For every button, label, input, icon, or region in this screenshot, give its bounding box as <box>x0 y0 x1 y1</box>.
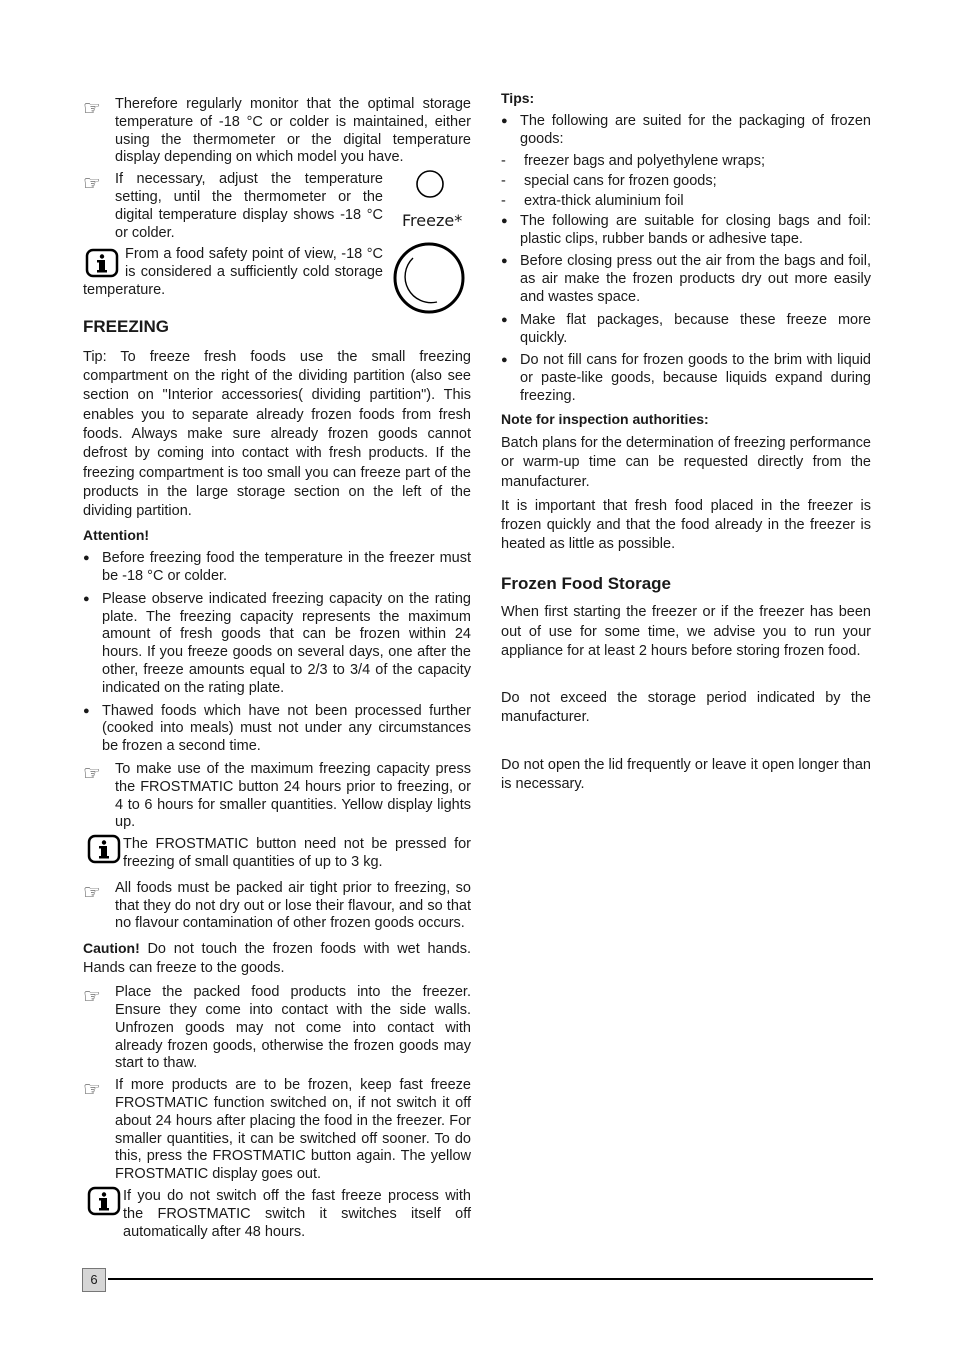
note-monitor <box>83 96 471 167</box>
storage-paragraph: When first starting the freezer or if the freezer has been out of use for some time, we advise you to run your appliance for at least 2 hours before storing frozen food. <box>501 604 871 660</box>
note-frostmatic: ☞ To make use of the maximum freezing capacity press the FROSTMATIC button 24 hours prior to freezing, or 4 to 6 hours for smaller quantities. Yellow display lights up. <box>83 761 471 831</box>
pointing-hand-icon: ☞ <box>83 984 101 1009</box>
pointing-hand-icon: ☞ <box>83 96 101 120</box>
list-item: - extra-thick aluminium foil <box>501 192 684 209</box>
storage-paragraph: Do not exceed the storage period indicated by the manufacturer. <box>501 689 871 726</box>
left-column <box>83 96 471 1241</box>
info-safety <box>83 246 383 299</box>
storage-paragraph: Do not open the lid frequently or leave it open longer than is necessary. <box>501 756 871 793</box>
info-frostmatic: The FROSTMATIC button need not be pressed for freezing of small quantities of up to 3 kg. <box>83 836 471 872</box>
info-icon <box>83 1186 123 1216</box>
bullet-icon: ● <box>501 313 508 326</box>
info-icon <box>83 834 123 864</box>
list-item: ● Please observe indicated freezing capacity on the rating plate. The freezing capacity represents the maximum amount of fresh goods that can be frozen within 24 hours. If you freeze goods on several days, one after the other, freeze amounts equal to 2/3 to 3/4 of the capacity indicated on the rating plate. <box>83 590 471 696</box>
bullet-icon: ● <box>501 114 508 127</box>
attention-label: Attention! <box>83 527 150 544</box>
pointing-hand-icon: ☞ <box>83 1077 101 1102</box>
freeze-indicator-icon <box>417 171 443 197</box>
note-text: If necessary, adjust the temperature setting, until the thermometer or the digital temperature display shows -18 °C or colder. <box>115 171 383 241</box>
bullet-icon: ● <box>501 354 508 367</box>
right-column <box>501 90 871 795</box>
freeze-label: Freeze* <box>402 211 463 231</box>
pointing-hand-icon: ☞ <box>83 879 101 904</box>
bullet-icon: ● <box>83 592 90 605</box>
note-placing: ☞ Place the packed food products into the freezer. Ensure they come into contact with the side walls. Unfrozen goods may not come into contact with already frozen goods, otherwise the frozen goods may start to thaw. <box>83 984 471 1072</box>
bullet-icon: ● <box>83 704 90 717</box>
note-fast-freeze: ☞ If more products are to be frozen, keep fast freeze FROSTMATIC function switched on, if not switch it off about 24 hours after placing the food in the freezer. For smaller quantities, it can be switched off sooner. To do this, press the FROSTMATIC button again. The yellow FROSTMATIC display goes out. <box>83 1077 471 1183</box>
info-text: From a food safety point of view, -18 °C is considered a sufficiently cold storage temperature. <box>83 246 383 298</box>
note-adjust <box>83 171 383 242</box>
page-number: 6 <box>82 1268 106 1292</box>
important-text: It is important that fresh food placed in the freezer is frozen quickly and that the food already in the freezer is heated as little as possible. <box>501 498 871 553</box>
list-item: - special cans for frozen goods; <box>501 173 717 190</box>
list-item: ● The following are suited for the packaging of frozen goods: <box>501 112 871 147</box>
note-text: Therefore regularly monitor that the optimal storage temperature of -18 °C or colder is maintained, either using the thermometer or the digital temperature display depending on which model you have. <box>115 96 471 166</box>
list-item: ● Before closing press out the air from the bags and foil, as air make the frozen products dry out more easily and wastes space. <box>501 253 871 305</box>
tips-label: Tips: <box>501 90 535 106</box>
footer-rule <box>108 1278 873 1280</box>
inspection-text: Batch plans for the determination of freezing performance or warm-up time can be requested directly from the manufacturer. <box>501 434 871 490</box>
note-packing: ☞ All foods must be packed air tight prior to freezing, so that they do not dry out or lose their flavour, and so that no flavour contamination of other frozen goods occurs. <box>83 879 471 932</box>
list-item: ● Do not fill cans for frozen goods to the brim with liquid or paste-like goods, because liquids expand during freezing. <box>501 352 871 404</box>
list-item: - freezer bags and polyethylene wraps; <box>501 153 766 170</box>
freezing-heading: FREEZING <box>83 316 169 336</box>
adjust-block <box>83 171 471 300</box>
freeze-control-illustration <box>393 166 475 314</box>
list-item: ● The following are suitable for closing bags and foil: plastic clips, rubber bands or adhesive tape. <box>501 212 871 247</box>
info-auto-off: If you do not switch off the fast freeze process with the FROSTMATIC switch it switches itself off automatically after 48 hours. <box>83 1188 471 1241</box>
list-item: ● Make flat packages, because these freeze more quickly. <box>501 311 871 346</box>
frozen-storage-heading: Frozen Food Storage <box>501 574 671 594</box>
freezing-tip: Tip: To freeze fresh foods use the small freezing compartment on the right of the dividing partition (also see section on "Interior accessories( dividing partition"). This enables you to separate already frozen foods from fresh foods. Always make sure already frozen goods cannot defrost by coming into contact with fresh products. If the freezing compartment is too small you can freeze part of the products in the large storage section on the left of the dividing partition. <box>83 348 471 520</box>
pointing-hand-icon: ☞ <box>83 761 101 785</box>
caution-text: Caution! Do not touch the frozen foods with wet hands. Hands can freeze to the goods. <box>83 940 471 977</box>
pointing-hand-icon: ☞ <box>83 171 101 196</box>
bullet-icon: ● <box>501 255 508 268</box>
info-icon <box>83 248 119 278</box>
inspection-label: Note for inspection authorities: <box>501 410 709 427</box>
bullet-icon: ● <box>83 552 90 565</box>
bullet-icon: ● <box>501 214 508 227</box>
list-item: ● Thawed foods which have not been processed further (cooked into meals) must not under any circumstances be frozen a second time. <box>83 702 471 755</box>
list-item: ● Before freezing food the temperature in the freezer must be -18 °C or colder. <box>83 550 471 585</box>
